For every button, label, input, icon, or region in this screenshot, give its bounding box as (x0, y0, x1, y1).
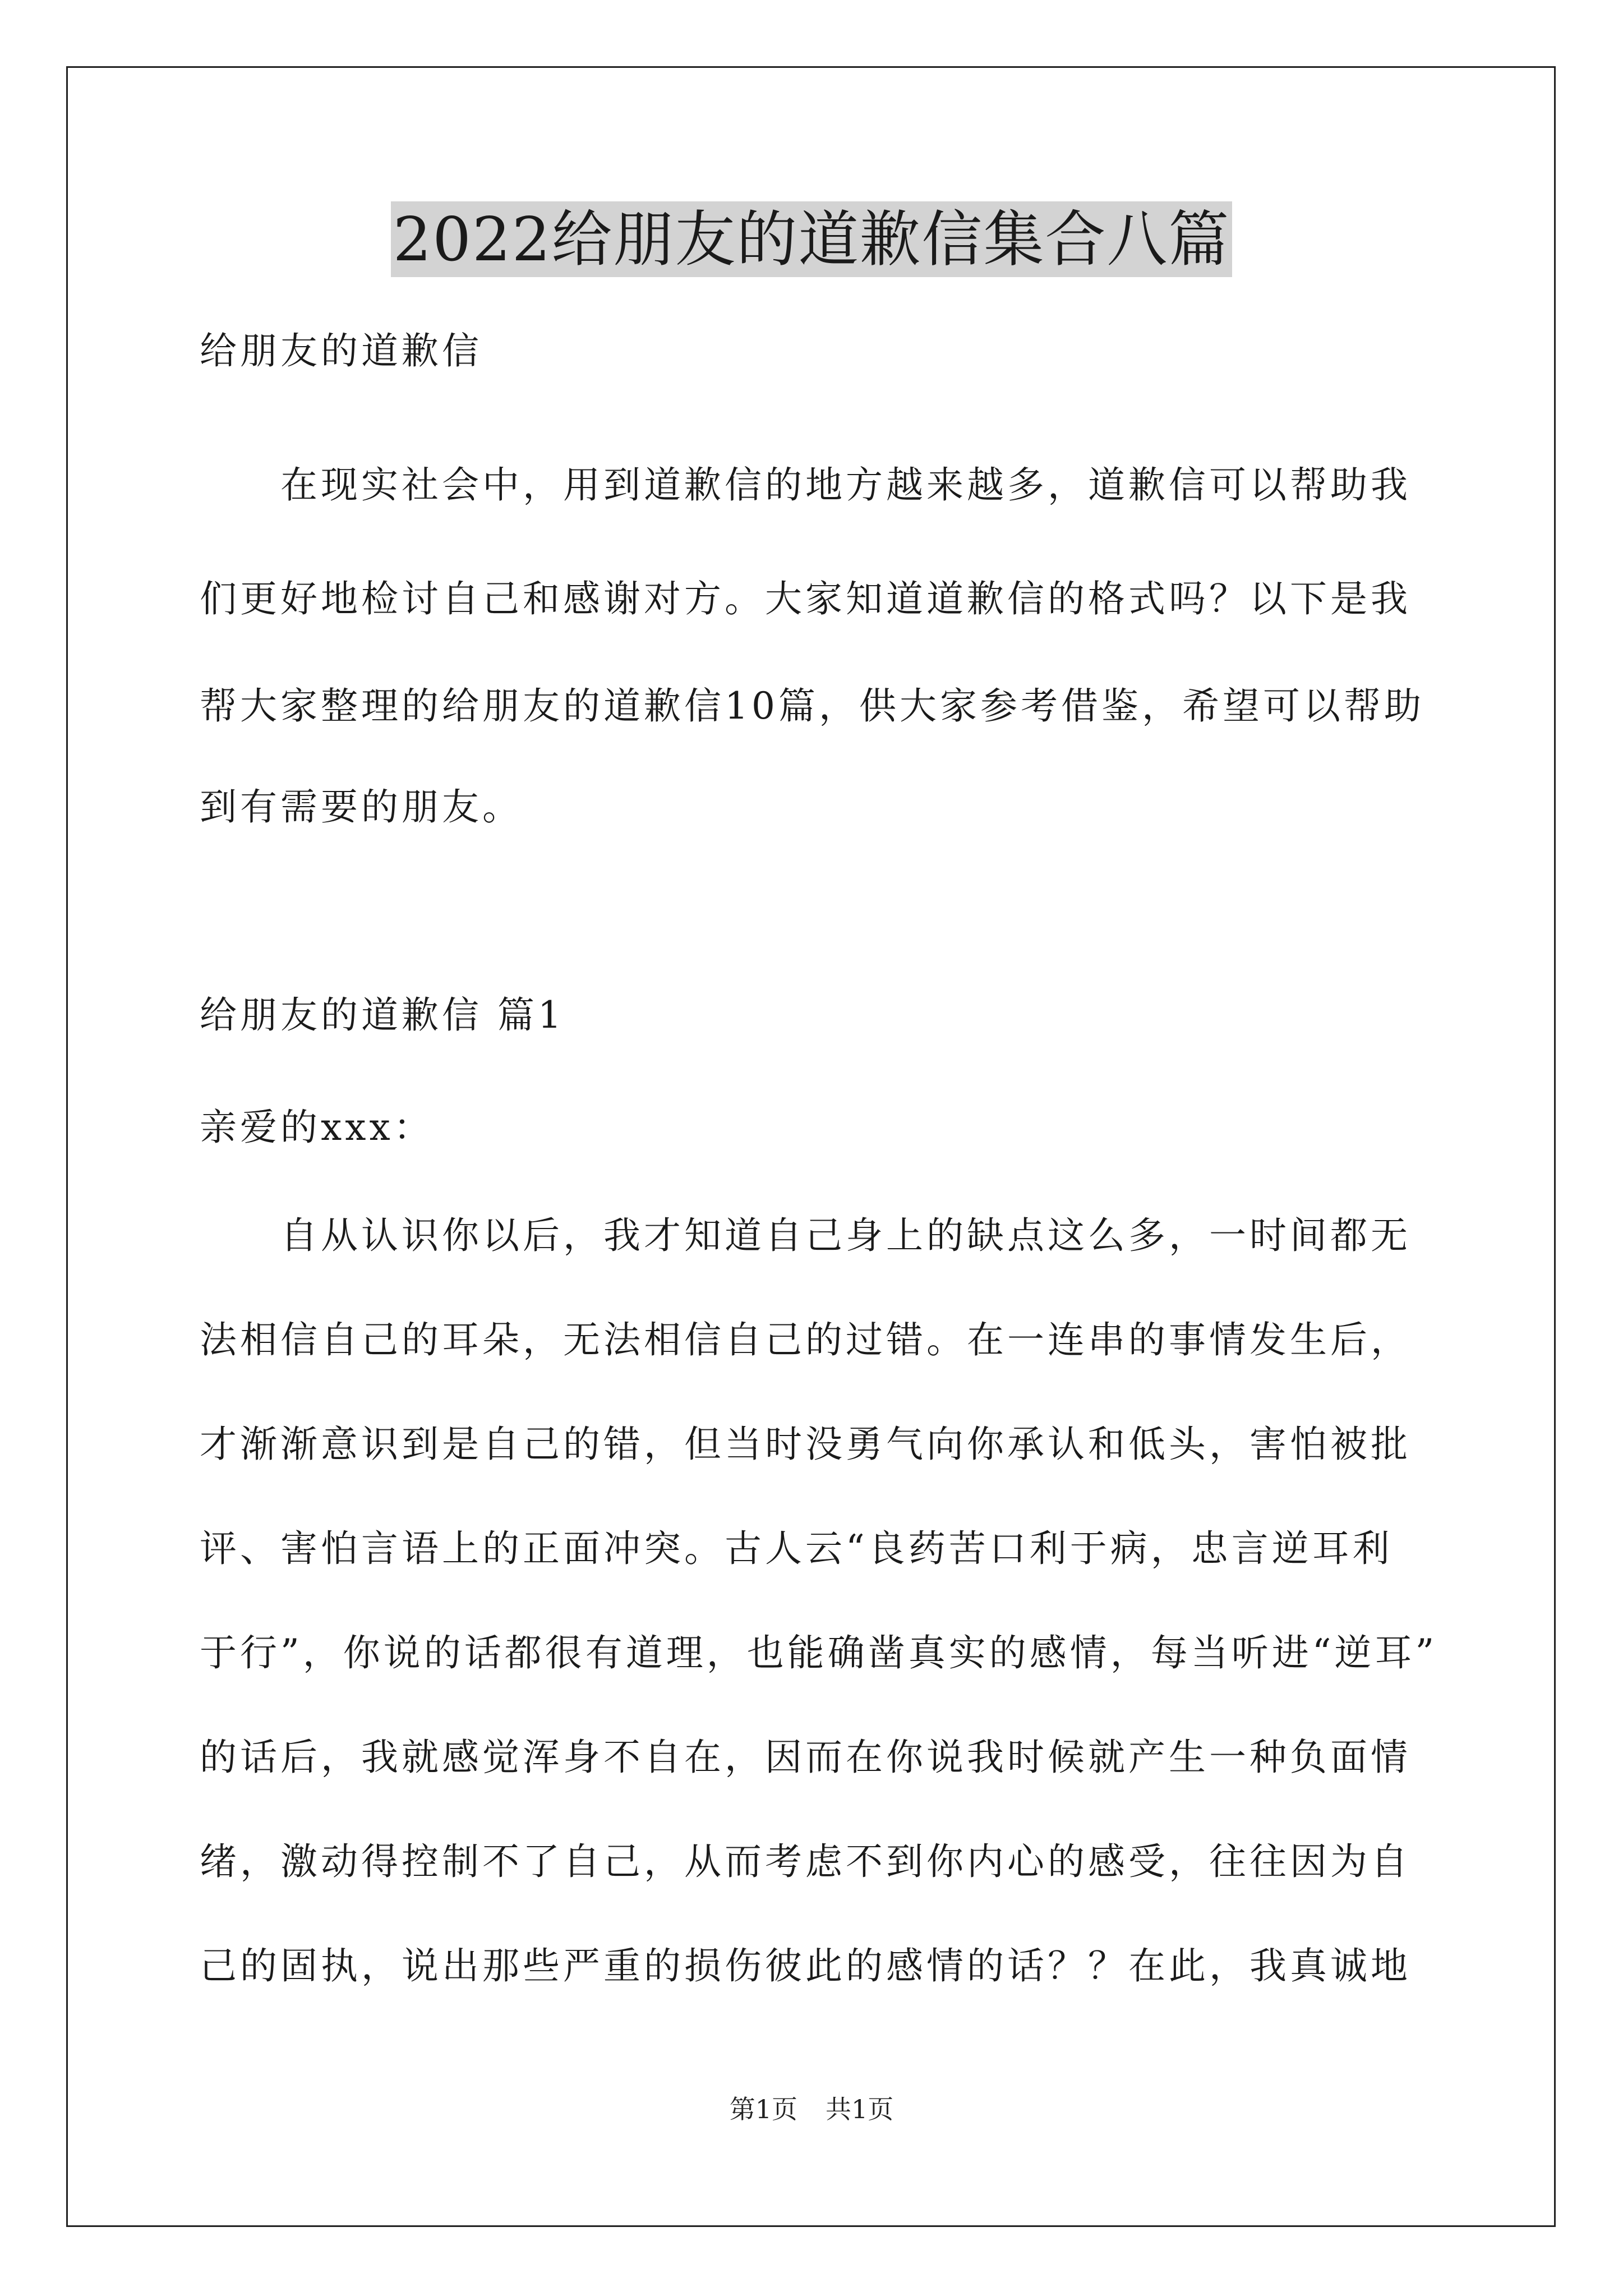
paragraph-line: 己的固执，说出那些严重的损伤彼此的感情的话？？在此，我真诚地 (200, 1944, 1411, 1987)
page-footer (0, 2092, 1623, 2126)
paragraph-line: 到有需要的朋友。 (200, 785, 523, 829)
paragraph-line: 自从认识你以后，我才知道自己身上的缺点这么多，一时间都无 (200, 1214, 1411, 1257)
paragraph-line: 评、害怕言语上的正面冲突。古人云“良药苦口利于病，忠言逆耳利 (200, 1527, 1393, 1570)
paragraph-line: 法相信自己的耳朵，无法相信自己的过错。在一连串的事情发生后， (200, 1318, 1411, 1361)
paragraph-line: 在现实社会中，用到道歉信的地方越来越多，道歉信可以帮助我 (200, 463, 1411, 507)
document-title (0, 201, 1623, 279)
section-heading: 给朋友的道歉信 (200, 329, 482, 372)
page-number-total: 共1页 (826, 2094, 894, 2124)
salutation: 亲爱的xxx： (200, 1106, 434, 1149)
section-heading: 给朋友的道歉信 篇1 (200, 993, 565, 1037)
paragraph-line: 才渐渐意识到是自己的错，但当时没勇气向你承认和低头，害怕被批 (200, 1423, 1411, 1466)
page-number-current: 第1页 (729, 2094, 797, 2124)
paragraph-line: 的话后，我就感觉浑身不自在，因而在你说我时候就产生一种负面情 (200, 1736, 1411, 1779)
document-title-text: 2022给朋友的道歉信集合八篇 (391, 201, 1233, 277)
paragraph-line: 们更好地检讨自己和感谢对方。大家知道道歉信的格式吗？以下是我 (200, 577, 1411, 620)
paragraph-line: 于行”，你说的话都很有道理，也能确凿真实的感情，每当听进“逆耳” (200, 1631, 1438, 1674)
paragraph-line: 帮大家整理的给朋友的道歉信10篇，供大家参考借鉴，希望可以帮助 (200, 684, 1424, 728)
paragraph-line: 绪，激动得控制不了自己，从而考虑不到你内心的感受，往往因为自 (200, 1840, 1411, 1883)
